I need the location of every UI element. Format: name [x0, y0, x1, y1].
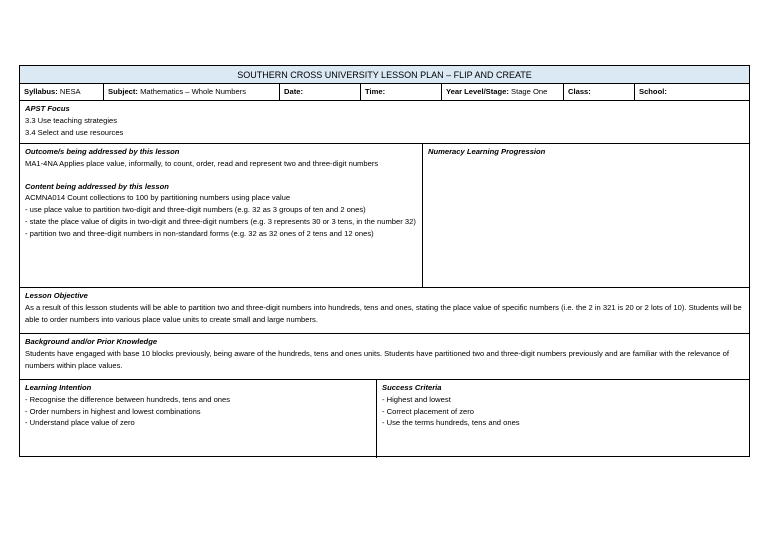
content-line: ACMNA014 Count collections to 100 by partitioning numbers using place value	[25, 193, 291, 203]
success-criteria-item: - Use the terms hundreds, tens and ones	[382, 418, 520, 428]
background-section	[20, 334, 749, 380]
outcomes-section	[20, 144, 749, 288]
year-level-value: Stage One	[511, 87, 548, 96]
lesson-objective-section	[20, 288, 749, 334]
subject-value: Mathematics – Whole Numbers	[140, 87, 247, 96]
numeracy-cell	[423, 144, 749, 158]
school-label: School:	[639, 87, 667, 96]
syllabus-cell	[20, 84, 104, 100]
content-line: - partition two and three-digit numbers in non-standard forms (e.g. 32 as 32 ones of 2 tens and 12 ones)	[25, 228, 374, 238]
background-heading: Background and/or Prior Knowledge	[25, 337, 158, 346]
objective-text: As a result of this lesson students will be able to partition two and three-digit numbers into hundreds, tens and ones, stating the place value of specific numbers (i.e. the 2 in 321 is 20 or 2 lots of 10). Students will be able to order numbers into various place value units to create small and large numbers.	[25, 302, 742, 324]
success-criteria-heading: Success Criteria	[382, 383, 442, 392]
date-label: Date:	[284, 87, 303, 96]
apst-heading: APST Focus	[25, 104, 70, 113]
content-heading: Content being addressed by this lesson	[25, 181, 169, 191]
lesson-plan-table	[19, 65, 750, 457]
success-criteria-item: - Correct placement of zero	[382, 406, 475, 416]
outcomes-cell	[20, 144, 422, 239]
outcomes-heading: Outcome/s being addressed by this lesson	[25, 147, 180, 156]
syllabus-label: Syllabus:	[24, 87, 58, 96]
outcome-text: MA1-4NA Applies place value, informally, to count, order, read and represent two and three-digit numbers	[25, 158, 379, 168]
meta-row	[20, 84, 749, 101]
syllabus-value: NESA	[59, 87, 81, 96]
apst-item: 3.4 Select and use resources	[25, 127, 124, 137]
objective-heading: Lesson Objective	[25, 291, 88, 300]
apst-focus-section	[20, 101, 749, 144]
learning-intention-item: - Understand place value of zero	[25, 418, 135, 428]
success-criteria-cell	[377, 380, 749, 429]
background-text: Students have engaged with base 10 blocks previously, being aware of the hundreds, tens and ones units. Students have partitioned two and three-digit numbers previously and are familiar with the relevance of numbers within place values.	[25, 348, 729, 370]
subject-label: Subject:	[108, 87, 138, 96]
numeracy-heading: Numeracy Learning Progression	[428, 147, 546, 156]
lesson-plan-title: SOUTHERN CROSS UNIVERSITY LESSON PLAN – FLIP AND CREATE	[20, 66, 749, 84]
learning-intention-item: - Recognise the difference between hundreds, tens and ones	[25, 394, 231, 404]
success-criteria-item: - Highest and lowest	[382, 394, 451, 404]
class-cell	[564, 84, 635, 100]
date-cell	[280, 84, 361, 100]
learning-intention-heading: Learning Intention	[25, 383, 92, 392]
school-cell	[635, 84, 749, 100]
learning-intention-section	[20, 380, 749, 458]
content-line: - use place value to partition two-digit and three-digit numbers (e.g. 32 as 3 groups of ten and 2 ones)	[25, 205, 366, 215]
subject-cell	[104, 84, 280, 100]
time-label: Time:	[365, 87, 386, 96]
learning-intention-item: - Order numbers in highest and lowest combinations	[25, 406, 201, 416]
time-cell	[361, 84, 442, 100]
year-level-label: Year Level/Stage:	[446, 87, 509, 96]
learning-intention-cell	[20, 380, 376, 429]
content-line: - state the place value of digits in two-digit and three-digit numbers (e.g. 3 represents 30 or 3 tens, in the number 32)	[25, 216, 416, 226]
year-level-cell	[442, 84, 564, 100]
class-label: Class:	[568, 87, 591, 96]
apst-item: 3.3 Use teaching strategies	[25, 115, 118, 125]
